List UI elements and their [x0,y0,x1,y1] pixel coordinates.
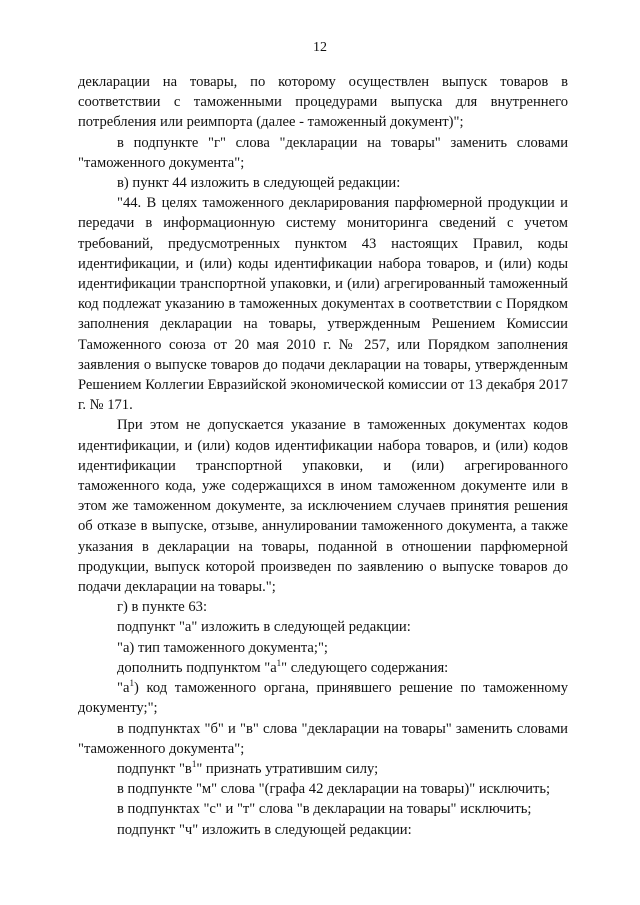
paragraph [78,193,568,415]
paragraph-text: подпункт "в [117,760,192,777]
paragraph [78,173,568,193]
paragraph-text: в подпунктах "б" и "в" слова "декларации на товары" заменить словами "таможенного документа"; [78,720,568,757]
paragraph-text: подпункт "а" изложить в следующей редакции: [117,619,411,636]
paragraph [78,638,568,658]
paragraph-text: При этом не допускается указание в таможенных документах кодов идентификации, и (или) кодов идентификации набора товаров, и (или) кодов идентификации транспортной упаковки, и (или) агрегированного таможенного кода, уже содержащихся в ином таможенном документе или в этом же таможенном документе, за исключением случаев принятия решения об отказе в выпуске, отзыве, аннулировании таможенного документа, а также указания в декларации на товары, поданной в отношении парфюмерной продукции, выпуск которой произведен по заявлению о выпуске товаров до подачи декларации на товары."; [78,417,568,596]
paragraph-text: " признать утратившим силу; [196,760,379,777]
page-number: 12 [313,40,327,55]
superscript: 1 [276,658,282,669]
paragraph-text: в подпунктах "с" и "т" слова "в декларации на товары" исключить; [117,801,532,818]
paragraph [78,415,568,597]
paragraph [78,617,568,637]
paragraph [78,820,568,840]
paragraph [78,658,568,678]
paragraph [78,72,568,133]
paragraph-text: в подпункте "м" слова "(графа 42 декларации на товары)" исключить; [117,781,551,798]
paragraph [78,779,568,799]
paragraph [78,597,568,617]
paragraph [78,678,568,718]
paragraph-text: "а [117,680,130,697]
superscript: 1 [129,678,134,689]
paragraph-text: в подпункте "г" слова "декларации на товары" заменить словами "таможенного документа"; [78,134,568,171]
paragraph-text: "а) тип таможенного документа;"; [117,639,328,656]
paragraph [78,799,568,819]
paragraph-text: "44. В целях таможенного декларирования парфюмерной продукции и передачи в информационную систему мониторинга сведений с учетом требований, предусмотренных пунктом 43 настоящих Правил, коды идентификации, и (или) коды идентификации набора товаров, и (или) коды идентификации транспортной упаковки, и (или) агрегированный таможенный код подлежат указанию в таможенных документах в соответствии с Порядком заполнения декларации на товары, утвержденным Решением Комиссии Таможенного союза от 20 мая 2010 г. № 257, или Порядком заполнения заявления о выпуске товаров до подачи декларации на товары, утвержденным Решением Коллегии Евразийской экономической комиссии от 13 декабря 2017 г. № 171. [78,195,568,414]
paragraph-text: " следующего содержания: [281,659,449,676]
document-body [78,72,568,840]
paragraph [78,759,568,779]
paragraph-text: декларации на товары, по которому осуществлен выпуск товаров в соответствии с таможенными процедурами выпуска для внутреннего потребления или реимпорта (далее - таможенный документ)"; [78,74,568,131]
paragraph [78,719,568,759]
paragraph-text: в) пункт 44 изложить в следующей редакции: [117,175,401,192]
paragraph-text: ) код таможенного органа, принявшего решение по таможенному документу;"; [78,680,568,717]
paragraph-text: подпункт "ч" изложить в следующей редакции: [117,821,412,838]
paragraph-text: дополнить подпунктом "а [117,659,277,676]
paragraph [78,133,568,173]
superscript: 1 [191,759,197,770]
paragraph-text: г) в пункте 63: [117,599,207,616]
